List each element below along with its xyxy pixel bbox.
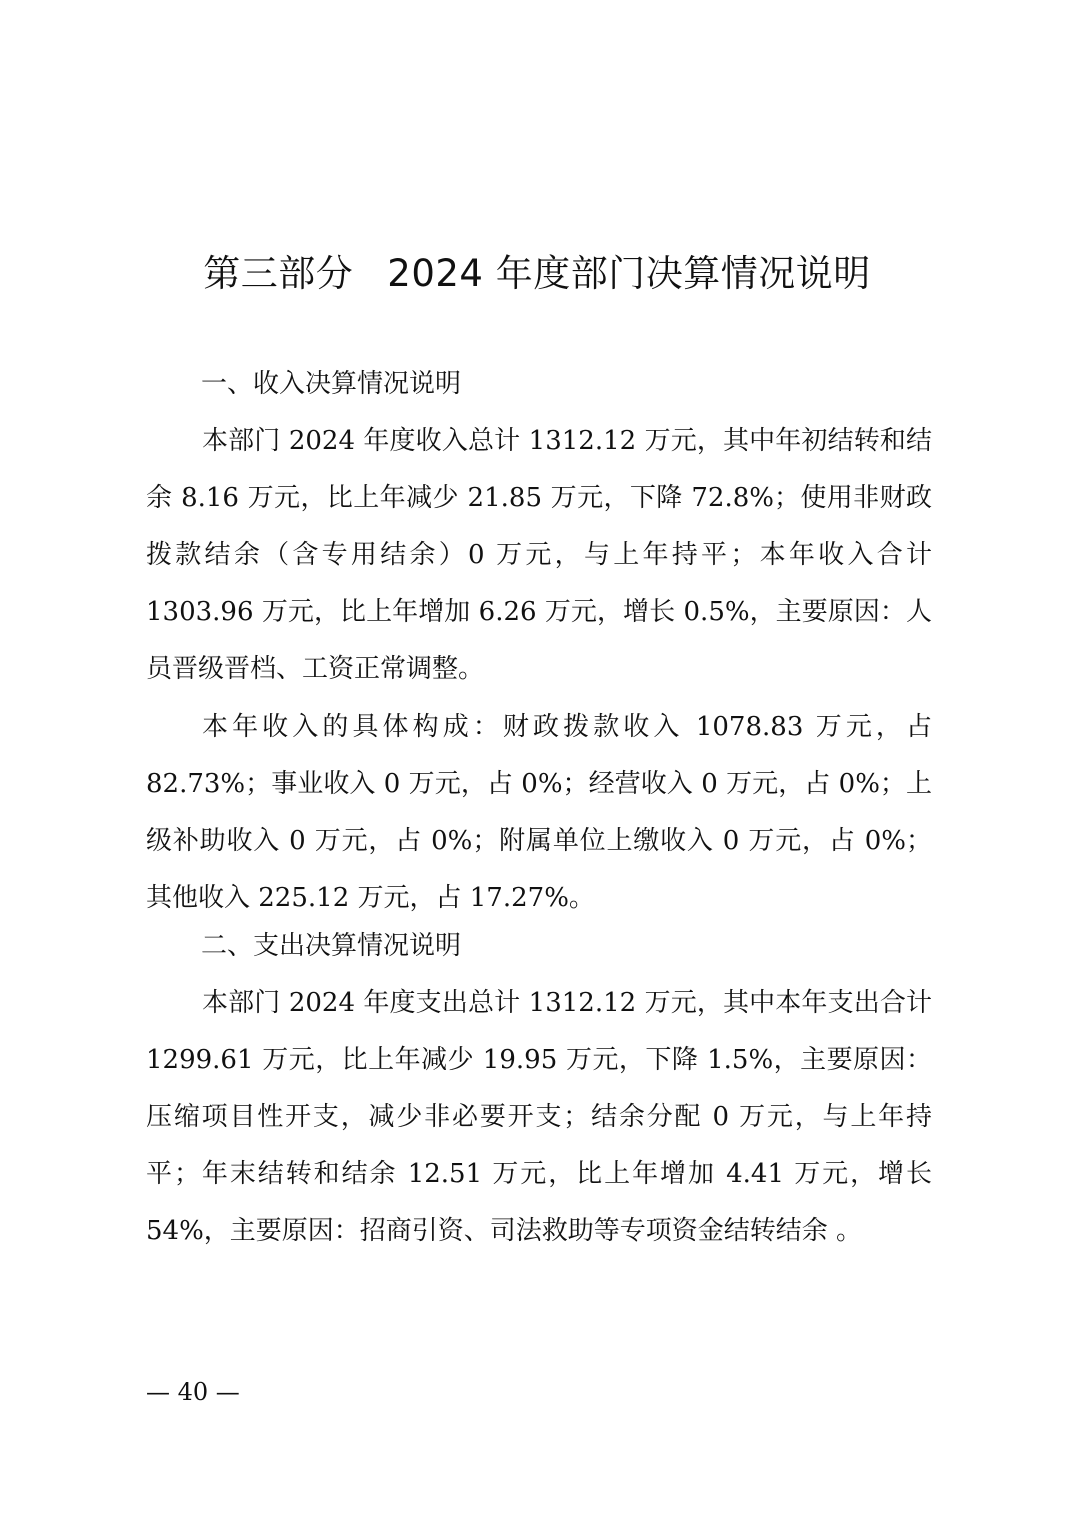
- paragraph-income-summary: 本部门 2024 年度收入总计 1312.12 万元，其中年初结转和结余 8.16 万元，比上年减少 21.85 万元，下降 72.8%；使用非财政拨款结余（含专用结余）0 万元，与上年持平；本年收入合计 1303.96 万元，比上年增加 6.26 万元，增长 0.5%，主要原因：人员晋级晋档、工资正常调整。: [146, 426, 932, 684]
- part-title-text: 2024 年度部门决算情况说明: [387, 252, 871, 295]
- paragraph-income-composition: 本年收入的具体构成：财政拨款收入 1078.83 万元，占 82.73%；事业收入 0 万元，占 0%；经营收入 0 万元，占 0%；上级补助收入 0 万元，占 0%；附属单位上缴收入 0 万元，占 0%；其他收入 225.12 万元，占 17.27%。: [146, 712, 932, 913]
- part-title: [0, 246, 1074, 302]
- section-heading-income: 一、收入决算情况说明: [201, 369, 462, 399]
- part-label: 第三部分: [203, 252, 354, 295]
- paragraph-expenditure-summary: 本部门 2024 年度支出总计 1312.12 万元，其中本年支出合计 1299.61 万元，比上年减少 19.95 万元，下降 1.5%，主要原因：压缩项目性开支，减少非必要开支；结余分配 0 万元，与上年持平；年末结转和结余 12.51 万元，比上年增加 4.41 万元，增长 54%，主要原因：招商引资、司法救助等专项资金结转结余 。: [146, 988, 932, 1246]
- section-heading-expenditure: 二、支出决算情况说明: [201, 931, 462, 961]
- page-number: — 40 —: [146, 1378, 240, 1406]
